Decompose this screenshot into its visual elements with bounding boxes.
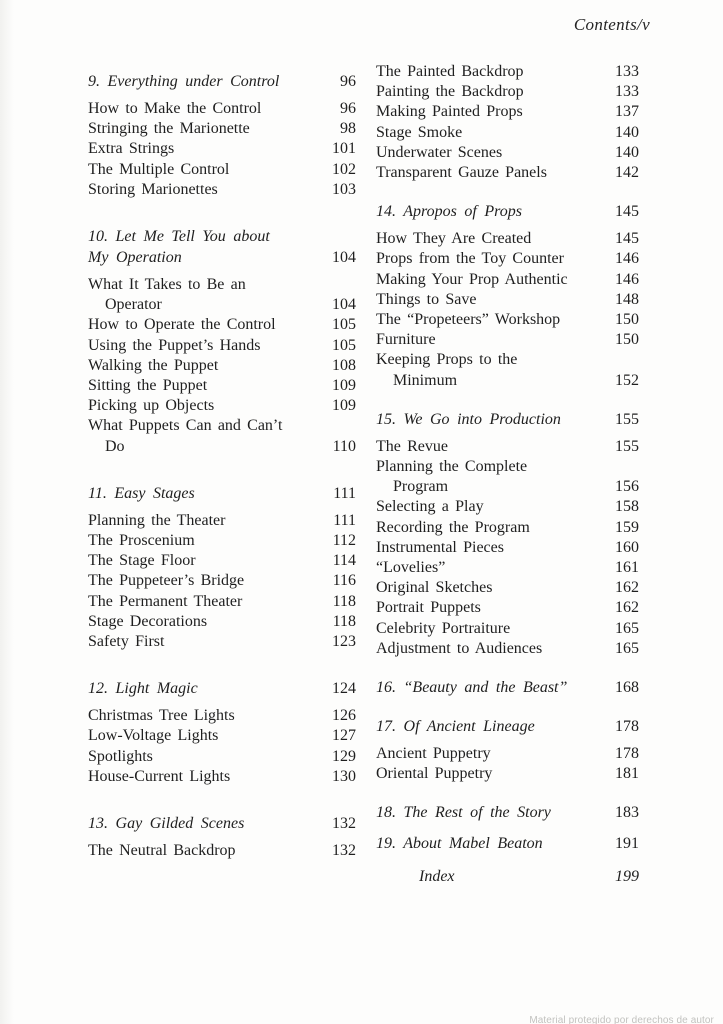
toc-row — [376, 143, 639, 163]
toc-row — [376, 123, 639, 143]
toc-entry-title: Ancient Puppetry — [376, 745, 491, 763]
toc-row — [88, 813, 356, 834]
toc-entry — [376, 290, 639, 310]
toc-page-number: 132 — [332, 842, 356, 860]
toc-row — [376, 578, 639, 598]
toc-entry-title: The Multiple Control — [88, 160, 230, 178]
toc-row — [88, 767, 356, 787]
toc-row — [376, 518, 639, 538]
toc-entries — [88, 841, 356, 861]
toc-page-number: 102 — [332, 160, 356, 178]
toc-page-number: 130 — [332, 767, 356, 785]
toc-row — [88, 747, 356, 767]
toc-entry — [88, 571, 356, 591]
toc-row — [376, 62, 639, 82]
toc-entry-title: Portrait Puppets — [376, 599, 481, 617]
toc-row — [376, 598, 639, 618]
toc-entry — [376, 82, 639, 102]
toc-entry — [376, 538, 639, 558]
toc-entry — [88, 160, 356, 180]
toc-group — [376, 201, 639, 391]
toc-entry — [376, 558, 639, 578]
toc-entry-title: Extra Strings — [88, 140, 175, 158]
toc-entry-title: The Proscenium — [88, 532, 195, 550]
toc-row — [88, 726, 356, 746]
toc-row — [88, 295, 356, 315]
toc-page-number: 146 — [615, 250, 639, 268]
toc-chapter-heading — [88, 71, 356, 92]
toc-row — [376, 558, 639, 578]
toc-page-number: 118 — [332, 592, 356, 610]
toc-entry-title: Picking up Objects — [88, 397, 215, 415]
toc-chapter-title: 10. Let Me Tell You about — [88, 228, 270, 246]
toc-group — [88, 483, 356, 652]
toc-entry — [88, 356, 356, 376]
toc-page-number: 111 — [333, 484, 356, 502]
toc-entries — [376, 229, 639, 391]
toc-group — [376, 409, 639, 659]
toc-entry-title: Oriental Puppetry — [376, 765, 493, 783]
toc-entry — [376, 598, 639, 618]
toc-entry-title: Adjustment to Audiences — [376, 639, 543, 657]
toc-entry-title: Using the Puppet’s Hands — [88, 336, 261, 354]
toc-page-number: 161 — [615, 559, 639, 577]
toc-entry-title: Stage Smoke — [376, 123, 463, 141]
toc-entry — [88, 180, 356, 200]
toc-page-number: 145 — [615, 203, 639, 221]
toc-entry — [376, 619, 639, 639]
toc-entry — [376, 764, 639, 784]
toc-row — [376, 229, 639, 249]
toc-row — [376, 716, 639, 737]
toc-entry-title: Planning the Complete — [376, 458, 528, 476]
toc-entry-title: How to Make the Control — [88, 100, 262, 117]
toc-entry-title: What Puppets Can and Can’t — [88, 417, 283, 435]
toc-row — [88, 551, 356, 571]
toc-row — [376, 409, 639, 430]
toc-entry-title: Recording the Program — [376, 518, 530, 536]
toc-row — [88, 119, 356, 139]
toc-chapter-heading — [376, 833, 639, 854]
toc-group — [88, 813, 356, 861]
toc-page-number: 98 — [340, 120, 356, 138]
toc-row — [88, 336, 356, 356]
toc-entry-title: Index — [419, 868, 455, 886]
toc-row — [88, 180, 356, 200]
toc-page-number: 146 — [615, 270, 639, 288]
toc-entry-title: Underwater Scenes — [376, 143, 503, 161]
toc-chapter-title: 12. Light Magic — [88, 680, 198, 698]
toc-row — [88, 416, 356, 436]
toc-page-number: 126 — [332, 707, 356, 725]
toc-page-number: 145 — [615, 230, 639, 248]
toc-page-number: 105 — [332, 316, 356, 334]
toc-entry — [376, 744, 639, 764]
toc-page-number: 104 — [332, 296, 356, 314]
toc-entry — [88, 119, 356, 139]
toc-row — [376, 102, 639, 122]
toc-entry-title: What It Takes to Be an — [88, 276, 246, 294]
toc-entries — [376, 867, 639, 887]
toc-row — [88, 511, 356, 531]
toc-entry — [376, 330, 639, 350]
toc-entry-title: Walking the Puppet — [88, 356, 219, 374]
toc-row — [376, 764, 639, 784]
toc-page-number: 101 — [332, 140, 356, 158]
toc-chapter-title: 9. Everything under Control — [88, 73, 280, 90]
toc-entry — [376, 497, 639, 517]
toc-entry-title: The Permanent Theater — [88, 592, 243, 610]
toc-page-number: 152 — [615, 371, 639, 389]
toc-row — [376, 619, 639, 639]
toc-group — [376, 833, 639, 854]
toc-row — [376, 371, 639, 391]
toc-row — [376, 457, 639, 477]
toc-row — [376, 677, 639, 698]
toc-page-number: 156 — [615, 478, 639, 496]
toc-page-number: 137 — [615, 103, 639, 121]
toc-page-number: 199 — [615, 868, 639, 886]
toc-page-number: 160 — [615, 538, 639, 556]
toc-page-number: 127 — [332, 727, 356, 745]
toc-entry — [88, 706, 356, 726]
toc-chapter-title: My Operation — [88, 249, 182, 267]
toc-entry-title: Stage Decorations — [88, 612, 208, 630]
toc-entry-title: Keeping Props to the — [376, 351, 518, 369]
toc-entry — [376, 867, 639, 887]
toc-entry — [88, 632, 356, 652]
toc-page-number: 132 — [332, 815, 356, 833]
toc-entry — [376, 518, 639, 538]
toc-entry — [376, 310, 639, 330]
toc-entry — [88, 747, 356, 767]
toc-row — [88, 592, 356, 612]
toc-chapter-heading — [376, 716, 639, 737]
toc-entry-title: Operator — [105, 296, 162, 314]
toc-entries — [88, 706, 356, 787]
toc-row — [376, 538, 639, 558]
toc-page-number: 111 — [333, 511, 356, 529]
toc-row — [88, 706, 356, 726]
toc-entries — [376, 744, 639, 784]
toc-entry-title: Things to Save — [376, 290, 477, 308]
toc-entry — [88, 767, 356, 787]
toc-page-number: 183 — [615, 804, 639, 822]
toc-page-number: 129 — [332, 747, 356, 765]
toc-column-right — [376, 62, 639, 888]
toc-chapter-heading — [88, 226, 356, 268]
toc-page-number: 110 — [332, 437, 356, 455]
toc-entry — [88, 841, 356, 861]
toc-entry — [88, 726, 356, 746]
toc-row — [376, 802, 639, 823]
toc-page-number: 103 — [332, 180, 356, 198]
toc-chapter-heading — [376, 201, 639, 222]
toc-row — [376, 833, 639, 854]
toc-row — [376, 201, 639, 222]
toc-page-number: 158 — [615, 498, 639, 516]
toc-page-number: 162 — [615, 599, 639, 617]
toc-group — [88, 678, 356, 787]
toc-entry-title: Selecting a Play — [376, 498, 484, 516]
toc-group — [376, 677, 639, 698]
toc-row — [88, 226, 356, 247]
toc-page-number: 178 — [615, 718, 639, 736]
toc-row — [376, 639, 639, 659]
toc-entry-title: Instrumental Pieces — [376, 538, 504, 556]
toc-chapter-heading — [88, 678, 356, 699]
toc-entry-title: “Lovelies” — [376, 559, 446, 577]
toc-row — [376, 310, 639, 330]
toc-entry-title: Celebrity Portraiture — [376, 619, 511, 637]
toc-row — [376, 163, 639, 183]
toc-entry — [88, 416, 356, 456]
toc-row — [88, 612, 356, 632]
toc-page-number: 165 — [615, 639, 639, 657]
toc-entry-title: Painting the Backdrop — [376, 83, 524, 101]
toc-entry-title: Minimum — [393, 371, 458, 389]
toc-entry — [88, 139, 356, 159]
toc-row — [376, 437, 639, 457]
toc-entry-title: Low-Voltage Lights — [88, 727, 219, 745]
toc-chapter-title: 13. Gay Gilded Scenes — [88, 815, 245, 833]
toc-entry — [88, 275, 356, 315]
toc-row — [88, 356, 356, 376]
toc-entry — [376, 270, 639, 290]
toc-chapter-title: 15. We Go into Production — [376, 410, 561, 428]
toc-row — [376, 290, 639, 310]
toc-row — [88, 571, 356, 591]
toc-entry — [88, 336, 356, 356]
toc-row — [88, 841, 356, 861]
toc-entry-title: How to Operate the Control — [88, 316, 276, 334]
toc-row — [88, 632, 356, 652]
toc-entry — [376, 350, 639, 390]
toc-entry-title: How They Are Created — [376, 230, 532, 248]
toc-row — [88, 315, 356, 335]
toc-group — [376, 62, 639, 183]
toc-entry-title: Stringing the Marionette — [88, 120, 250, 138]
toc-chapter-title: 14. Apropos of Props — [376, 203, 522, 221]
toc-page-number: 178 — [615, 745, 639, 763]
toc-entry-title: The Neutral Backdrop — [88, 842, 236, 860]
toc-page-number: 124 — [332, 680, 356, 698]
toc-entry-title: The Puppeteer’s Bridge — [88, 572, 245, 590]
toc-page-number: 116 — [332, 572, 356, 590]
toc-entry — [88, 511, 356, 531]
toc-entry-title: Spotlights — [88, 747, 153, 765]
toc-entries — [88, 275, 356, 457]
toc-page-number: 96 — [340, 73, 356, 90]
toc-chapter-heading — [88, 483, 356, 504]
toc-page-number: 118 — [332, 612, 356, 630]
toc-entry-title: Props from the Toy Counter — [376, 250, 564, 268]
toc-column-left — [88, 71, 356, 861]
toc-row — [376, 82, 639, 102]
toc-entry-title: Do — [105, 437, 125, 455]
toc-row — [88, 139, 356, 159]
toc-group — [376, 802, 639, 823]
toc-row — [88, 160, 356, 180]
toc-page-number: 162 — [615, 579, 639, 597]
toc-page-number: 108 — [332, 356, 356, 374]
toc-entry-title: Program — [393, 478, 449, 496]
toc-entry-title: Original Sketches — [376, 579, 493, 597]
toc-row — [376, 249, 639, 269]
toc-page-number: 133 — [615, 83, 639, 101]
toc-entry — [88, 551, 356, 571]
toc-page-number: 112 — [332, 532, 356, 550]
toc-row — [88, 437, 356, 457]
toc-entry — [88, 376, 356, 396]
toc-page-number: 150 — [615, 311, 639, 329]
toc-row — [88, 99, 356, 119]
toc-entry — [88, 592, 356, 612]
toc-entry-title: Transparent Gauze Panels — [376, 164, 547, 182]
toc-entry — [376, 457, 639, 497]
toc-group — [88, 226, 356, 457]
toc-page-number: 96 — [340, 100, 356, 117]
toc-row — [376, 350, 639, 370]
toc-row — [88, 531, 356, 551]
toc-page-number: 159 — [615, 518, 639, 536]
toc-entry-title: The Stage Floor — [88, 552, 196, 570]
toc-page-number: 155 — [615, 410, 639, 428]
toc-page-number: 140 — [615, 143, 639, 161]
toc-page-number: 109 — [332, 377, 356, 395]
toc-entries — [88, 511, 356, 652]
toc-entry — [88, 99, 356, 119]
toc-entry-title: Furniture — [376, 331, 436, 349]
toc-entry-title: The “Propeteers” Workshop — [376, 311, 561, 329]
toc-page-number: 150 — [615, 331, 639, 349]
toc-page-number: 142 — [615, 164, 639, 182]
toc-chapter-heading — [376, 409, 639, 430]
toc-row — [376, 867, 639, 887]
toc-entry — [376, 163, 639, 183]
toc-entry — [376, 437, 639, 457]
toc-row — [88, 396, 356, 416]
toc-entry-title: Christmas Tree Lights — [88, 707, 235, 725]
toc-entries — [88, 99, 356, 200]
toc-entry — [88, 315, 356, 335]
toc-entry-title: Safety First — [88, 633, 165, 651]
page-header: Contents/v — [573, 15, 650, 34]
toc-entry — [376, 123, 639, 143]
toc-group — [88, 71, 356, 200]
toc-row — [88, 71, 356, 92]
toc-entries — [376, 437, 639, 659]
toc-entry-title: Making Your Prop Authentic — [376, 270, 568, 288]
toc-entry — [376, 62, 639, 82]
toc-entry-title: Sitting the Puppet — [88, 377, 208, 395]
toc-page-number: 148 — [615, 290, 639, 308]
toc-chapter-title: 17. Of Ancient Lineage — [376, 718, 535, 736]
toc-row — [376, 270, 639, 290]
toc-row — [88, 483, 356, 504]
toc-row — [88, 376, 356, 396]
toc-entry-title: The Painted Backdrop — [376, 63, 524, 80]
toc-page-number: 133 — [615, 63, 639, 80]
toc-chapter-title: 18. The Rest of the Story — [376, 804, 551, 822]
toc-entry — [376, 578, 639, 598]
toc-row — [88, 678, 356, 699]
toc-entries — [376, 62, 639, 183]
toc-chapter-heading — [376, 802, 639, 823]
toc-entry-title: Making Painted Props — [376, 103, 523, 121]
toc-entry — [376, 102, 639, 122]
toc-page-number: 181 — [615, 765, 639, 783]
toc-page-number: 104 — [332, 249, 356, 267]
toc-row — [88, 247, 356, 268]
toc-page-number: 191 — [615, 835, 639, 853]
toc-chapter-title: 11. Easy Stages — [88, 484, 195, 502]
toc-chapter-title: 16. “Beauty and the Beast” — [376, 679, 568, 697]
toc-entry — [376, 143, 639, 163]
toc-entry — [376, 249, 639, 269]
toc-entry — [376, 639, 639, 659]
toc-entry-title: The Revue — [376, 437, 448, 455]
toc-row — [376, 497, 639, 517]
toc-entry — [88, 531, 356, 551]
toc-entry-title: Storing Marionettes — [88, 180, 218, 198]
toc-group — [376, 867, 639, 887]
toc-chapter-title: 19. About Mabel Beaton — [376, 835, 543, 853]
toc-chapter-heading — [88, 813, 356, 834]
toc-row — [376, 330, 639, 350]
toc-entry-title: Planning the Theater — [88, 511, 226, 529]
toc-page-number: 155 — [615, 437, 639, 455]
toc-row — [88, 275, 356, 295]
toc-group — [376, 716, 639, 784]
toc-row — [376, 477, 639, 497]
toc-page-number: 165 — [615, 619, 639, 637]
toc-page-number: 140 — [615, 123, 639, 141]
toc-entry-title: House-Current Lights — [88, 767, 231, 785]
toc-entry — [376, 229, 639, 249]
toc-page-number: 168 — [615, 679, 639, 697]
toc-entry — [88, 612, 356, 632]
copyright-watermark: Material protegido por derechos de autor — [529, 1015, 714, 1024]
toc-entry — [88, 396, 356, 416]
toc-row — [376, 744, 639, 764]
toc-chapter-heading — [376, 677, 639, 698]
toc-page-number: 114 — [332, 552, 356, 570]
toc-page-number: 123 — [332, 633, 356, 651]
toc-page-number: 105 — [332, 336, 356, 354]
toc-page-number: 109 — [332, 397, 356, 415]
